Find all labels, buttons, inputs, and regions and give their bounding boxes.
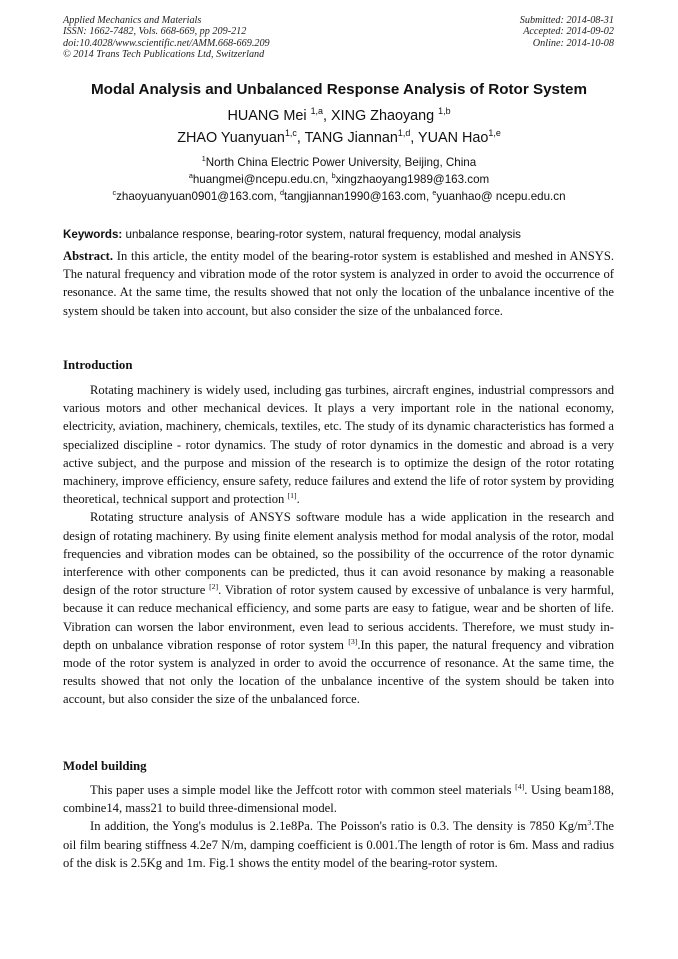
doi-line: doi:10.4028/www.scientific.net/AMM.668-669.209 [63,37,270,49]
affiliation-block [0,154,678,205]
paragraph-text: .The oil film bearing stiffness 4.2e7 N/m, damping coefficient is 0.001.The length of rotor is 6m. Mass and radius of the disk is 2.5Kg and 1m. Fig.1 shows the entity model of the bearing-rotor system. [63,819,614,870]
affiliation-text: North China Electric Power University, Beijing, China [205,156,477,169]
section-heading-model-building: Model building [63,759,147,773]
email-sup: d [279,188,284,198]
journal-header-right [520,15,614,49]
model-paragraph-1 [63,781,614,817]
copyright-line: © 2014 Trans Tech Publications Ltd, Switzerland [63,48,265,60]
paragraph-text: . [296,492,300,507]
author-name: , YUAN Hao [410,130,489,146]
abstract-label: Abstract. [63,249,114,263]
citation-ref: [3] [348,636,358,646]
paragraph-text: . Using beam188, combine14, mass21 to build three-dimensional model. [63,783,614,816]
email-sup: a [188,171,193,181]
unit-superscript: 3 [587,818,592,828]
email-sup: b [331,171,336,181]
email-address: tangjiannan1990@163.com, [283,190,433,203]
author-name: , TANG Jiannan [296,130,398,146]
paragraph-text: This paper uses a simple model like the Jeffcott rotor with common steel materials [90,783,516,797]
author-affil-sup: 1,a [310,106,323,117]
paragraph-text: . Vibration of rotor system caused by excessive of unbalance is very harmful, because it can reduce mechanical efficiency, and some parts are easy to fatigue, wear and be shorten of life. Vibration can worsen the labor environment, even lead to serious accidents. Therefore, we must study in-depth on unbalance vibration response of rotor system [63,583,614,652]
journal-name: Applied Mechanics and Materials [63,15,202,26]
keywords-label: Keywords: [63,228,123,241]
email-address: huangmei@ncepu.edu.cn, [192,173,332,186]
email-address: xingzhaoyang1989@163.com [335,173,490,186]
author-affil-sup: 1,d [397,128,411,139]
paragraph-text: Rotating structure analysis of ANSYS software module has a wide application in the research and design of rotating machinery. By using finite element analysis method for modal analysis of the rotor, modal frequencies and vibration modes can be obtained, so the possibility of the occurrence of the rotor dynamic interference with other components can be predicted, thus it can avoid resonance by making a reasonable design of the rotor structure [63,510,614,598]
accepted-date: Accepted: 2014-09-02 [523,26,614,38]
paragraph-text: .In this paper, the natural frequency and vibration mode of the rotor system is analyzed in order to avoid the occurrence of resonance. At the same time, the results showed that not only the location of the unbalance incentive of the system should be taken into account, but also consider the size of the unbalanced force. [63,637,614,707]
email-sup: c [112,188,117,198]
author-affil-sup: 1,b [438,106,451,117]
affil-sup: 1 [201,154,206,164]
author-affil-sup: 1,c [284,128,297,139]
affiliation-line [0,154,678,171]
author-name: , XING Zhaoyang [322,108,439,124]
email-sup: e [432,188,437,198]
citation-ref: [2] [209,582,219,592]
keywords-text: unbalance response, bearing-rotor system, natural frequency, modal analysis [122,228,521,241]
citation-ref: [4] [515,781,525,791]
submitted-date: Submitted: 2014-08-31 [519,15,614,26]
online-date: Online: 2014-10-08 [532,37,614,49]
email-line-1 [0,171,678,188]
author-list [0,105,678,149]
keywords [63,226,614,244]
author-line-1 [0,105,678,127]
email-address: yuanhao@ ncepu.edu.cn [436,190,566,203]
introduction-body [63,381,614,709]
section-heading-introduction: Introduction [63,358,133,372]
intro-paragraph-2 [63,508,614,708]
abstract-text: In this article, the entity model of the bearing-rotor system is established and meshed in ANSYS. The natural frequency and vibration mode of the rotor system is analyzed in order to avoid the occurrence of resonance. At the same time, the results showed that not only the location of the unbalance incentive of the system should be taken into account, but also consider the size of the unbalanced force. [63,249,614,318]
author-affil-sup: 1,e [488,128,501,139]
model-paragraph-2 [63,817,614,872]
email-line-2 [0,188,678,205]
journal-header-left [63,15,270,60]
paragraph-text: In addition, the Yong's modulus is 2.1e8Pa. The Poisson's ratio is 0.3. The density is 7850 Kg/m [90,819,588,834]
email-address: zhaoyuanyuan0901@163.com, [116,190,280,203]
author-name: ZHAO Yuanyuan [177,130,285,146]
model-building-body [63,781,614,872]
citation-ref: [1] [287,491,297,501]
abstract [63,247,614,320]
author-line-2 [0,127,678,149]
paragraph-text: Rotating machinery is widely used, including gas turbines, aircraft engines, industrial compressors and various motors and other mechanical devices. It plays a very important role in the national economy, electricity, aviation, machinery, chemicals, textiles, etc. The study of its dynamic characteristics has formed a specialized discipline - rotor dynamics. The study of rotor dynamics in the domestic and abroad is a very active subject, and the purpose and mission of the research is to optimize the design of the rotor rotating machinery, improve efficiency, ensure safety, reduce failures and extend the life of rotor system by providing theoretical, technical support and protection [63,383,614,507]
paper-title: Modal Analysis and Unbalanced Response Analysis of Rotor System [91,81,587,98]
intro-paragraph-1 [63,381,614,508]
author-name: HUANG Mei [227,108,311,124]
issn-line: ISSN: 1662-7482, Vols. 668-669, pp 209-212 [63,26,247,38]
